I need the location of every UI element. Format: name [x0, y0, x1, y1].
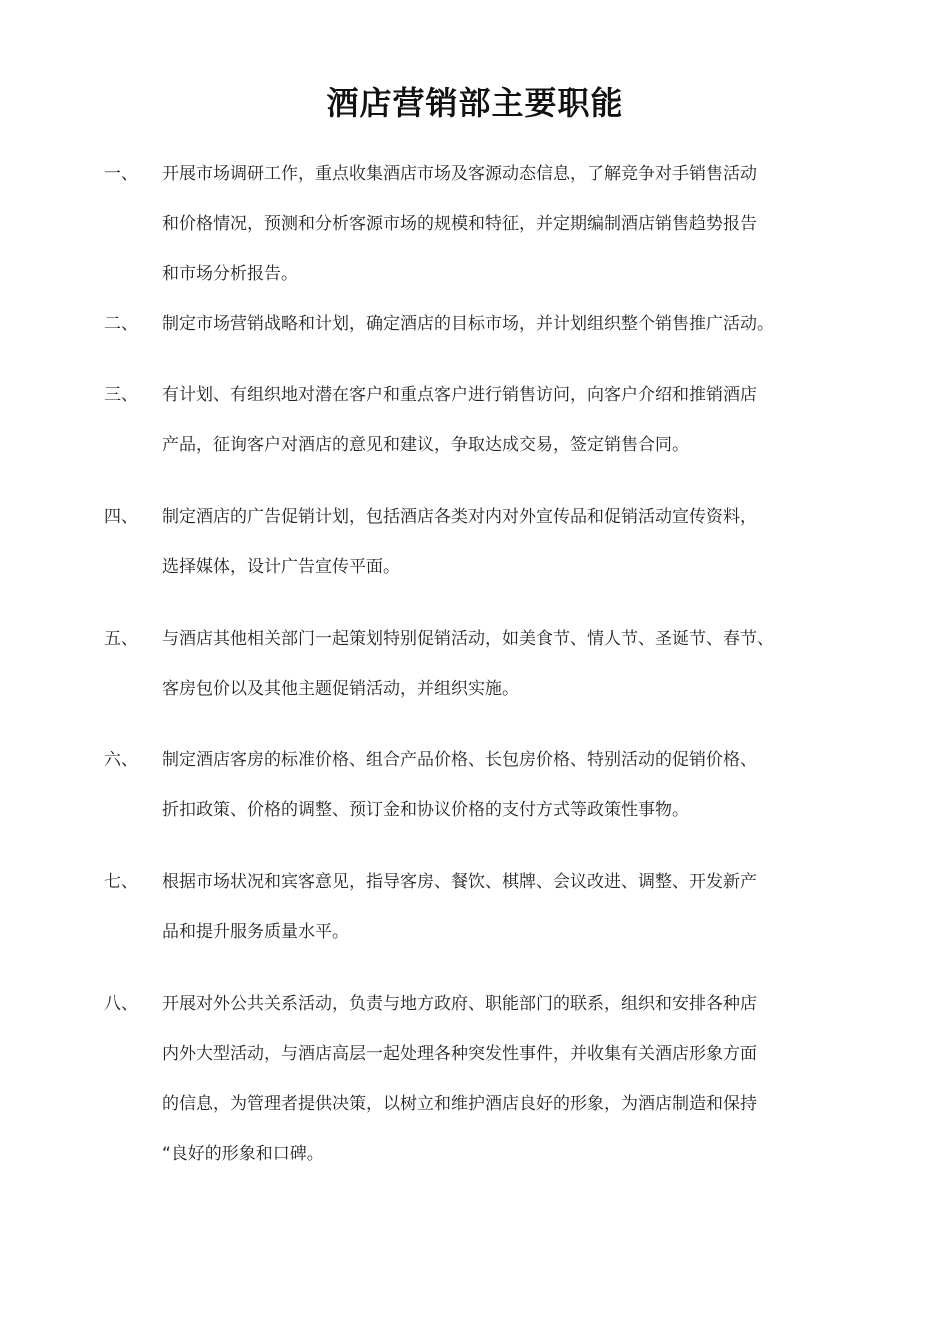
- item-text: [162, 370, 862, 470]
- item-line: 客房包价以及其他主题促销活动，并组织实施。: [162, 679, 519, 699]
- item-line: 选择媒体，设计广告宣传平面。: [162, 557, 400, 577]
- item-number: 三、: [104, 385, 138, 405]
- item-number: 八、: [104, 994, 138, 1014]
- item-line: 和价格情况，预测和分析客源市场的规模和特征，并定期编制酒店销售趋势报告: [162, 214, 757, 234]
- item-line: 开展对外公共关系活动，负责与地方政府、职能部门的联系，组织和安排各种店: [162, 994, 757, 1014]
- item-number: 四、: [104, 507, 138, 527]
- item-line: 内外大型活动，与酒店高层一起处理各种突发性事件，并收集有关酒店形象方面: [162, 1044, 757, 1064]
- item-line: 与酒店其他相关部门一起策划特别促销活动，如美食节、情人节、圣诞节、春节、: [162, 629, 774, 649]
- item-line: 的信息，为管理者提供决策，以树立和维护酒店良好的形象，为酒店制造和保持: [162, 1094, 757, 1114]
- item-number: 五、: [104, 629, 138, 649]
- item-number: 六、: [104, 750, 138, 770]
- item-line: 制定酒店的广告促销计划，包括酒店各类对内对外宣传品和促销活动宣传资料，: [162, 507, 757, 527]
- item-number: 二、: [104, 314, 138, 334]
- item-line: 制定市场营销战略和计划，确定酒店的目标市场，并计划组织整个销售推广活动。: [162, 314, 774, 334]
- item-text: [162, 299, 862, 349]
- item-text: [162, 614, 862, 714]
- item-line: 产品，征询客户对酒店的意见和建议，争取达成交易，签定销售合同。: [162, 435, 689, 455]
- item-line: 和市场分析报告。: [162, 264, 298, 284]
- item-line: 根据市场状况和宾客意见，指导客房、餐饮、棋牌、会议改进、调整、开发新产: [162, 872, 757, 892]
- item-line: 品和提升服务质量水平。: [162, 922, 349, 942]
- item-text: [162, 857, 862, 957]
- item-text: [162, 735, 862, 835]
- item-number: 七、: [104, 872, 138, 892]
- item-number: 一、: [104, 164, 138, 184]
- item-line: 开展市场调研工作，重点收集酒店市场及客源动态信息，了解竞争对手销售活动: [162, 164, 757, 184]
- item-text: [162, 492, 862, 592]
- item-line: “良好的形象和口碑。: [162, 1144, 324, 1164]
- item-line: 有计划、有组织地对潜在客户和重点客户进行销售访问，向客户介绍和推销酒店: [162, 385, 757, 405]
- item-text: [162, 979, 862, 1179]
- page-title: 酒店营销部主要职能: [326, 84, 624, 122]
- item-text: [162, 149, 862, 299]
- item-line: 折扣政策、价格的调整、预订金和协议价格的支付方式等政策性事物。: [162, 800, 689, 820]
- item-line: 制定酒店客房的标准价格、组合产品价格、长包房价格、特别活动的促销价格、: [162, 750, 757, 770]
